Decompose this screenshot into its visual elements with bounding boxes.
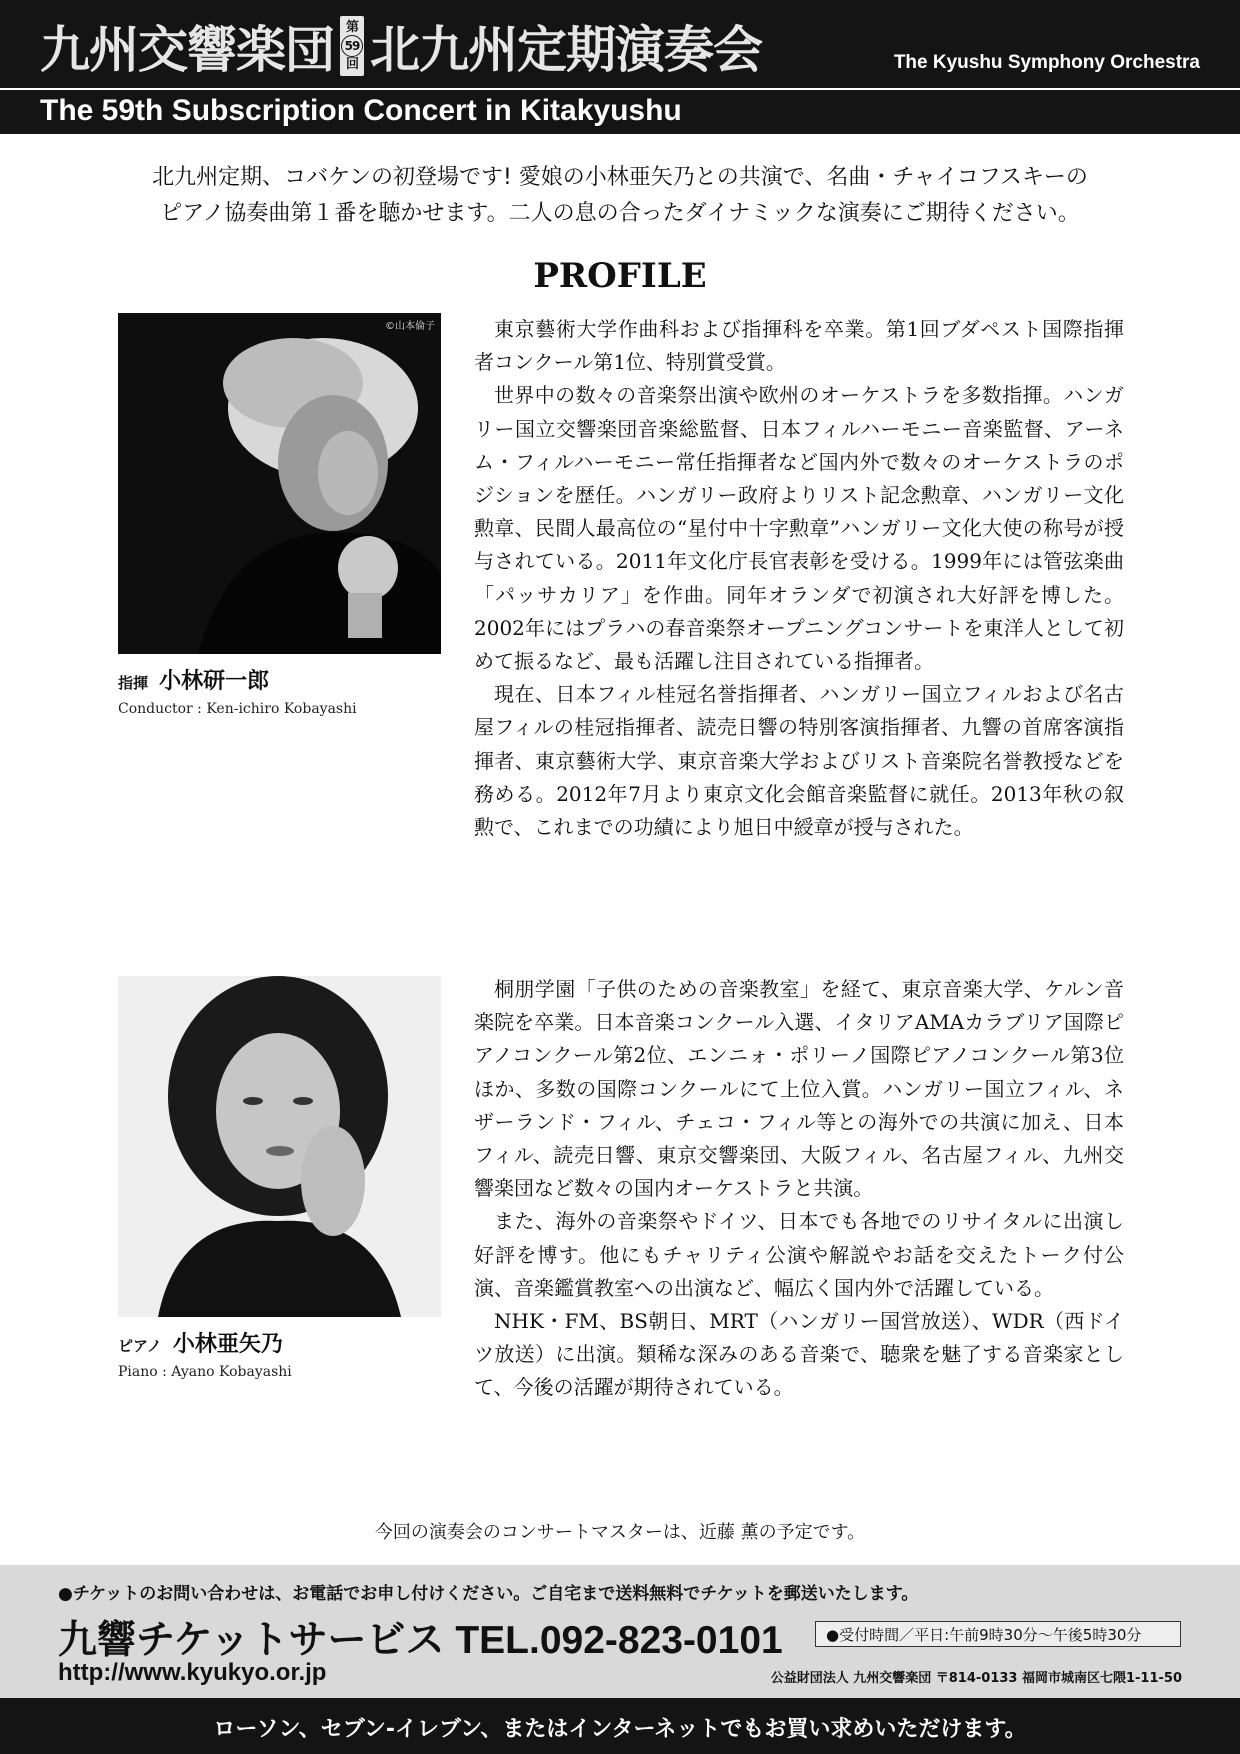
ticket-info (0, 1565, 1240, 1698)
intro-line-2: ピアノ協奏曲第１番を聴かせます。二人の息の合ったダイナミックな演奏にご期待ください。 (160, 201, 1080, 226)
pianist-photo (118, 976, 441, 1317)
ticket-service-phone: 九響チケットサービス TEL.092-823-0101 (58, 1619, 783, 1662)
conductor-bio-p1: 東京藝術大学作曲科および指揮科を卒業。第1回ブダペスト国際指揮者コンクール第1位、特別賞受賞。 (474, 317, 1124, 375)
concertmaster-note: 今回の演奏会のコンサートマスターは、近藤 薫の予定です。 (374, 1522, 866, 1543)
conductor-bio-p3: 現在、日本フィル桂冠名誉指揮者、ハンガリー国立フィルおよび名古屋フィルの桂冠指揮者、読売日響の特別客演指揮者、九響の首席客演指揮者、東京藝術大学、東京音楽大学およびリスト音楽院名誉教授などを務める。2012年7月より東京文化会館音楽監督に就任。2013年秋の叙勲で、これまでの功績により旭日中綬章が授与された。 (474, 682, 1124, 840)
website-link[interactable]: http://www.kyukyo.or.jp (58, 1659, 327, 1686)
header-band (0, 0, 1240, 88)
pianist-role: ピアノ (118, 1337, 162, 1355)
concert-title (40, 14, 762, 78)
reception-hours: ●受付時間／平日:午前9時30分〜午後5時30分 (815, 1621, 1181, 1647)
orchestra-name-jp: 九州交響楽団 (40, 21, 334, 79)
conductor-bio-p2: 世界中の数々の音楽祭出演や欧州のオーケストラを多数指揮。ハンガリー国立交響楽団音楽総監督、日本フィルハーモニー音楽監督、アーネム・フィルハーモニー常任指揮者など国内外で数々のオーケストラのポジションを歴任。ハンガリー政府よりリスト記念勲章、ハンガリー文化勲章、民間人最高位の“星付中十字勲章”ハンガリー文化大使の称号が授与されている。2011年文化庁長官表彰を受ける。1999年には管弦楽曲「パッサカリア」を作曲。同年オランダで初演され大好評を博した。2002年にはプラハの春音楽祭オープニングコンサートを東洋人として初めて振るなど、最も活躍し注目されている指揮者。 (474, 383, 1124, 674)
orchestra-name-en: The Kyushu Symphony Orchestra (893, 52, 1200, 73)
edition-badge (340, 16, 364, 76)
pianist-bio-p2: また、海外の音楽祭やドイツ、日本でも各地でのリサイタルに出演し好評を博す。他にもチャリティ公演や解説やお話を交えたトーク付公演、音楽鑑賞教室への出演など、幅広く国内外で活躍している。 (474, 1209, 1124, 1300)
organization-address: 公益財団法人 九州交響楽団 〒814-0133 福岡市城南区七隈1-11-50 (770, 1671, 1182, 1686)
pianist-bio (474, 973, 1124, 1405)
concert-name-jp: 北九州定期演奏会 (370, 21, 762, 79)
badge-number: 59 (341, 35, 363, 57)
subtitle-band (0, 90, 1240, 134)
pianist-name: 小林亜矢乃 (172, 1332, 283, 1357)
conductor-role: 指揮 (118, 674, 149, 692)
badge-bottom: 回 (345, 57, 358, 72)
profile-heading: PROFILE (533, 256, 707, 296)
conductor-name: 小林研一郎 (159, 669, 270, 694)
purchase-note: ローソン、セブン-イレブン、またはインターネットでもお買い求めいただけます。 (213, 1717, 1027, 1742)
pianist-bio-p1: 桐朋学園「子供のための音楽教室」を経て、東京音楽大学、ケルン音楽院を卒業。日本音楽コンクール入選、イタリアAMAカラブリア国際ピアノコンクール第2位、エンニォ・ポリーノ国際ピアノコンクール第3位ほか、多数の国際コンクールにて上位入賞。ハンガリー国立フィル、ネザーランド・フィル、チェコ・フィル等との海外での共演に加え、日本フィル、読売日響、東京交響楽団、大阪フィル、名古屋フィル、九州交響楽団など数々の国内オーケストラと共演。 (474, 977, 1124, 1201)
photo-credit: ©山本倫子 (385, 321, 435, 332)
pianist-name-en: Piano : Ayano Kobayashi (118, 1364, 292, 1380)
intro-line-1: 北九州定期、コバケンの初登場です! 愛娘の小林亜矢乃との共演で、名曲・チャイコフスキーの (152, 165, 1088, 190)
pianist-bio-p3: NHK・FM、BS朝日、MRT（ハンガリー国営放送）、WDR（西ドイツ放送）に出演。類稀な深みのある音楽で、聴衆を魅了する音楽家として、今後の活躍が期待されている。 (474, 1309, 1124, 1400)
intro-text (80, 160, 1160, 232)
conductor-photo (118, 313, 441, 654)
concert-subtitle-en: The 59th Subscription Concert in Kitakyushu (40, 94, 682, 127)
conductor-name-en: Conductor : Ken-ichiro Kobayashi (118, 701, 357, 717)
badge-top: 第 (345, 20, 358, 35)
pianist-caption (118, 1327, 292, 1380)
purchase-band (0, 1698, 1240, 1754)
conductor-bio (474, 313, 1124, 844)
ticket-notice: ●チケットのお問い合わせは、お電話でお申し付けください。ご自宅まで送料無料でチケットを郵送いたします。 (58, 1584, 919, 1604)
conductor-caption (118, 664, 357, 717)
